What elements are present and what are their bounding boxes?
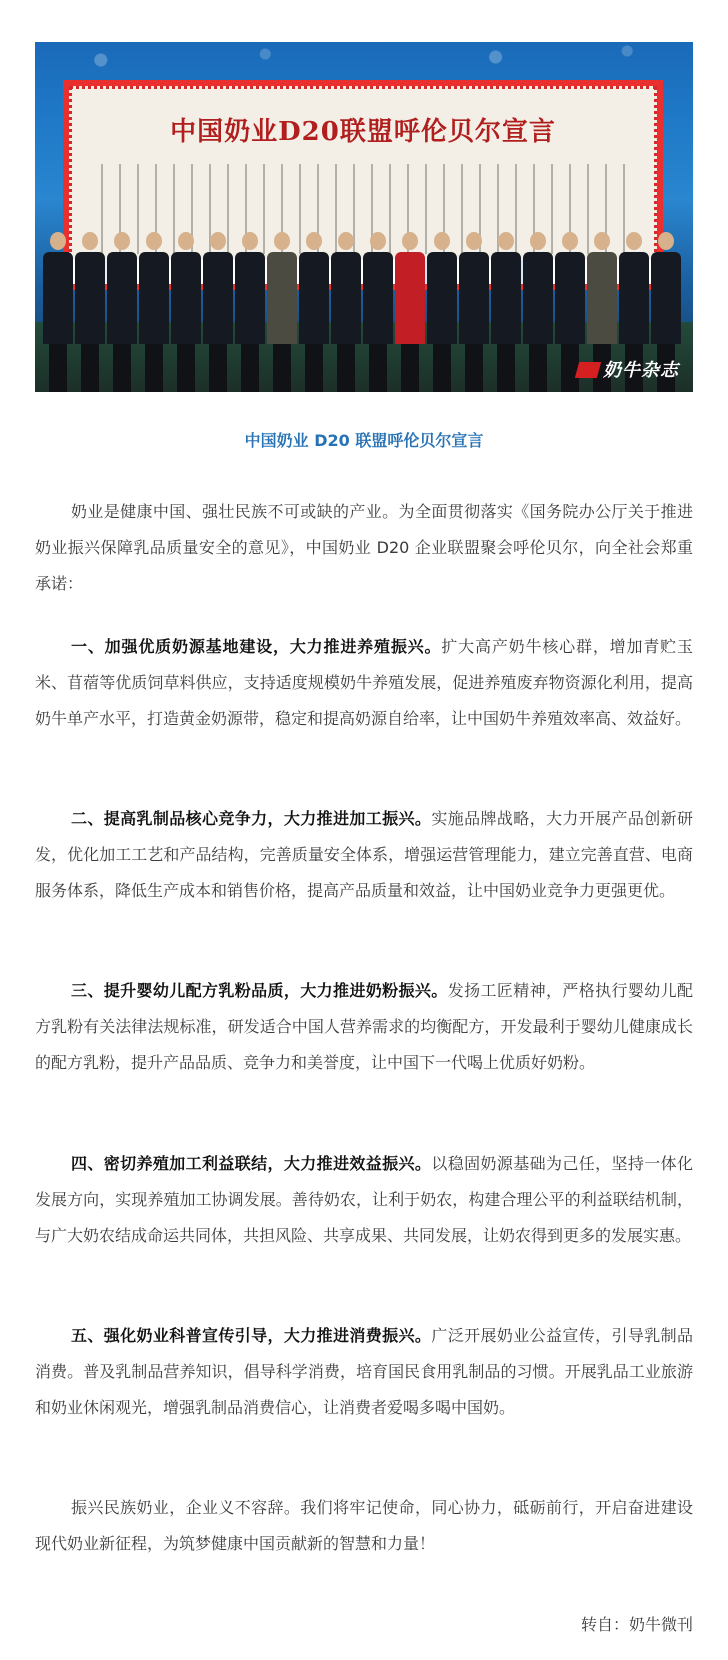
magazine-logo-icon xyxy=(575,362,601,378)
section-body: 以稳固奶源基础为己任，坚持一体化发展方向，实现养殖加工协调发展。善待奶农，让利于奶农，构建合理公平的利益联结机制，与广大奶农结成命运共同体，共担风险、共享成果、共同发展，让奶农得到更多的发展实惠。 xyxy=(35,1154,693,1245)
section-lead: 三、提升婴幼儿配方乳粉品质，大力推进奶粉振兴。 xyxy=(71,981,448,1000)
section-paragraph-3 xyxy=(35,973,693,1081)
article-title: 中国奶业 D20 联盟呼伦贝尔宣言 xyxy=(244,431,484,450)
declaration-photo xyxy=(35,42,693,392)
source-attribution: 转自：奶牛微刊 xyxy=(580,1615,693,1634)
section-lead: 四、密切养殖加工利益联结，大力推进效益振兴。 xyxy=(71,1154,432,1173)
banner-title: 中国奶业D20联盟呼伦贝尔宣言 xyxy=(170,117,556,147)
section-paragraph-2 xyxy=(35,801,693,909)
closing-paragraph: 振兴民族奶业，企业义不容辞。我们将牢记使命，同心协力，砥砺前行，开启奋进建设现代奶业新征程，为筑梦健康中国贡献新的智慧和力量！ xyxy=(35,1498,693,1553)
section-lead: 一、加强优质奶源基地建设，大力推进养殖振兴。 xyxy=(71,637,442,656)
section-body: 实施品牌战略，大力开展产品创新研发，优化加工工艺和产品结构，完善质量安全体系，增强运营管理能力，建立完善直营、电商服务体系，降低生产成本和销售价格，提高产品质量和效益，让中国奶业竞争力更强更优。 xyxy=(35,809,693,900)
section-body: 扩大高产奶牛核心群，增加青贮玉米、苜蓿等优质饲草料供应，支持适度规模奶牛养殖发展，促进养殖废弃物资源化利用，提高奶牛单产水平，打造黄金奶源带，稳定和提高奶源自给率，让中国奶牛养殖效率高、效益好。 xyxy=(35,637,693,728)
section-body: 发扬工匠精神，严格执行婴幼儿配方乳粉有关法律法规标准，研发适合中国人营养需求的均衡配方，开发最利于婴幼儿健康成长的配方乳粉，提升产品品质、竞争力和美誉度，让中国下一代喝上优质好奶粉。 xyxy=(35,981,693,1072)
section-paragraph-4 xyxy=(35,1146,693,1254)
section-paragraph-1 xyxy=(35,629,693,737)
section-lead: 五、强化奶业科普宣传引导，大力推进消费振兴。 xyxy=(71,1326,432,1345)
magazine-watermark: 奶牛杂志 xyxy=(577,356,679,382)
section-lead: 二、提高乳制品核心竞争力，大力推进加工振兴。 xyxy=(71,809,432,828)
section-body: 广泛开展奶业公益宣传，引导乳制品消费。普及乳制品营养知识，倡导科学消费，培育国民食用乳制品的习惯。开展乳品工业旅游和奶业休闲观光，增强乳制品消费信心，让消费者爱喝多喝中国奶。 xyxy=(35,1326,693,1417)
section-paragraph-5 xyxy=(35,1318,693,1426)
intro-paragraph: 奶业是健康中国、强壮民族不可或缺的产业。为全面贯彻落实《国务院办公厅关于推进奶业振兴保障乳品质量安全的意见》，中国奶业 D20 企业联盟聚会呼伦贝尔，向全社会郑重承诺： xyxy=(35,502,693,593)
